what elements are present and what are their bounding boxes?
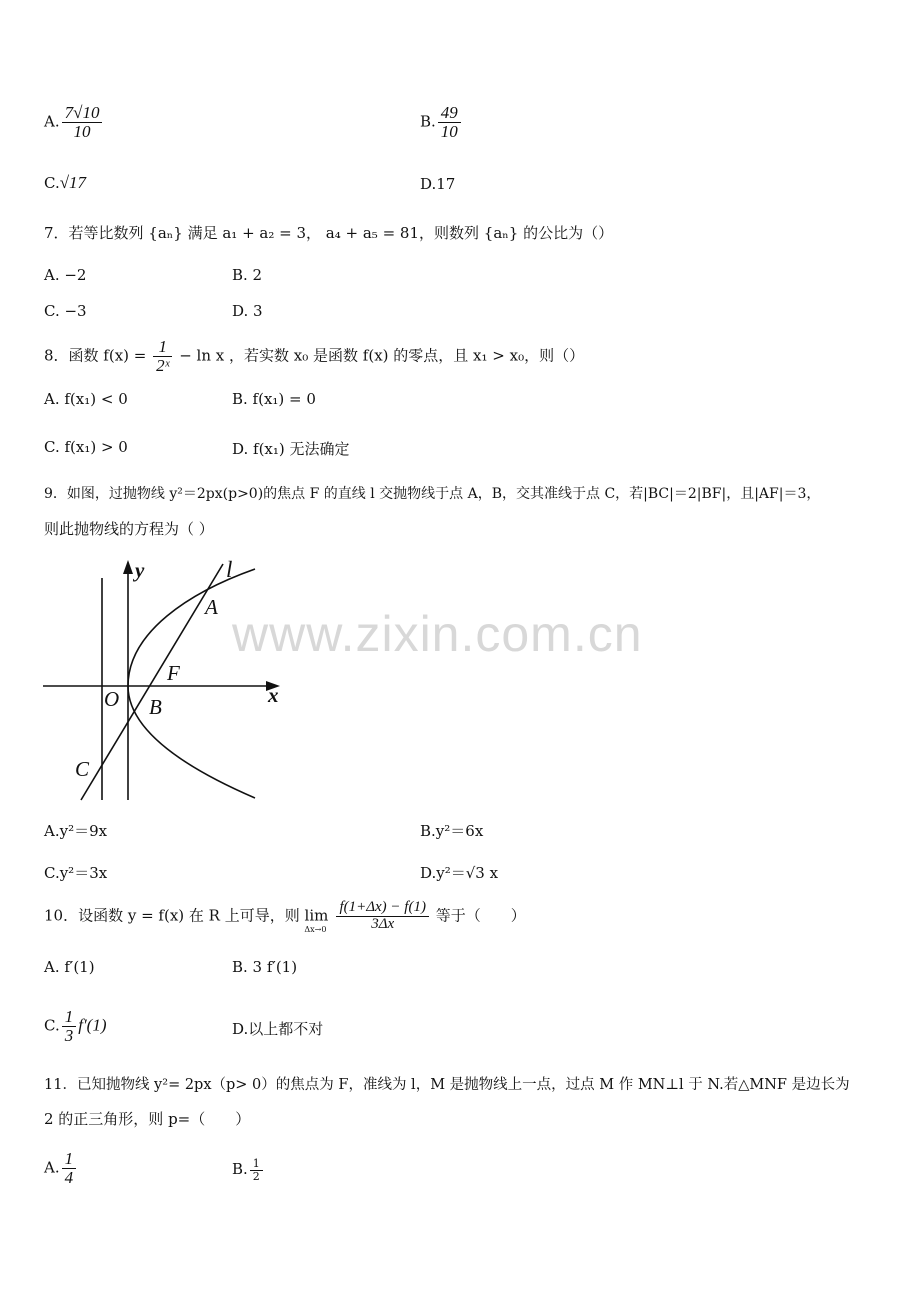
fraction-denominator: 3Δx bbox=[371, 915, 395, 932]
q6-option-d bbox=[420, 175, 455, 193]
fraction-numerator: f(1+Δx) − f(1) bbox=[336, 900, 429, 917]
option-value: 17 bbox=[436, 175, 456, 193]
q10-option-c-fraction bbox=[62, 1008, 77, 1045]
fraction-numerator: 7√10 bbox=[62, 104, 103, 123]
q11-option-a bbox=[44, 1150, 78, 1187]
option-label: A. bbox=[44, 1158, 60, 1177]
label-A: A bbox=[205, 595, 218, 619]
fraction-denominator: 2ˣ bbox=[156, 355, 170, 375]
fraction-numerator: 1 bbox=[62, 1150, 77, 1169]
label-l: l bbox=[226, 557, 233, 582]
q9-option-d: D.y²＝√3 x bbox=[420, 864, 499, 882]
q8-stem-suffix: − ln x ，若实数 x₀ 是函数 f(x) 的零点，且 x₁ > x₀，则（） bbox=[174, 346, 585, 365]
fraction-numerator: 1 bbox=[153, 338, 172, 357]
q7-option-d: D. 3 bbox=[232, 302, 263, 320]
label-C: C bbox=[75, 757, 90, 781]
q10-option-a: A. f′(1) bbox=[44, 958, 95, 976]
option-label: D. bbox=[420, 175, 437, 193]
option-label: C. bbox=[44, 1016, 60, 1035]
label-x: x bbox=[268, 683, 279, 707]
q8-option-b: B. f(x₁) = 0 bbox=[232, 390, 316, 408]
fraction-numerator: 1 bbox=[62, 1008, 77, 1027]
option-value: √17 bbox=[59, 173, 87, 192]
label-B: B bbox=[149, 695, 162, 719]
watermark-text: www.zixin.com.cn bbox=[232, 606, 643, 662]
option-label: A. bbox=[44, 112, 60, 131]
label-F: F bbox=[167, 661, 180, 685]
q11-stem-line1: 11．已知抛物线 y²= 2px（p> 0）的焦点为 F，准线为 l，M 是抛物线上一点，过点 M 作 MN⊥l 于 N.若△MNF 是边长为 bbox=[44, 1077, 850, 1093]
q10-stem-suffix: 等于（ ） bbox=[430, 906, 526, 925]
y-axis-arrow bbox=[123, 560, 133, 574]
q7-option-c: C. −3 bbox=[44, 302, 87, 320]
q10-limit-subscript: Δx→0 bbox=[304, 925, 327, 935]
q10-option-d: D.以上都不对 bbox=[232, 1020, 324, 1038]
q6-option-b-fraction bbox=[438, 104, 461, 141]
label-y: y bbox=[135, 558, 145, 582]
q8-stem-prefix: 8．函数 f(x) = bbox=[44, 346, 152, 365]
q10-stem bbox=[44, 900, 526, 934]
q9-stem-line1: 9．如图，过抛物线 y²＝2px(p>0)的焦点 F 的直线 l 交抛物线于点 A，B，交其准线于点 C，若|BC|＝2|BF|，且|AF|＝3， bbox=[44, 486, 821, 502]
parabola-curve bbox=[128, 569, 255, 798]
parabola-figure bbox=[40, 552, 290, 804]
q8-option-a: A. f(x₁) < 0 bbox=[44, 390, 128, 408]
fraction-denominator: 4 bbox=[64, 1167, 74, 1187]
fraction-denominator: 3 bbox=[64, 1025, 74, 1045]
q10-stem-fraction bbox=[336, 900, 429, 933]
q9-option-b: B.y²＝6x bbox=[420, 822, 484, 840]
q6-option-a bbox=[44, 104, 104, 141]
fraction-denominator: 2 bbox=[252, 1169, 260, 1183]
q10-option-b: B. 3 f′(1) bbox=[232, 958, 298, 976]
option-label: C. bbox=[44, 174, 60, 192]
q9-option-a: A.y²＝9x bbox=[44, 822, 108, 840]
q11-option-a-fraction bbox=[62, 1150, 77, 1187]
q6-option-a-fraction bbox=[62, 104, 103, 141]
q7-option-a: A. −2 bbox=[44, 266, 87, 284]
q7-stem: 7．若等比数列 {aₙ} 满足 a₁ + a₂ = 3， a₄ + a₅ = 81，则数列 {aₙ} 的公比为（） bbox=[44, 224, 614, 242]
q9-stem-line2: 则此抛物线的方程为（ ） bbox=[44, 520, 214, 538]
option-tail: f′(1) bbox=[78, 1015, 107, 1035]
q11-stem-line2: 2 的正三角形，则 p=（ ） bbox=[44, 1110, 251, 1128]
q8-stem-fraction bbox=[153, 338, 172, 375]
fraction-numerator: 1 bbox=[250, 1158, 263, 1171]
q11-option-b bbox=[232, 1158, 265, 1182]
option-label: B. bbox=[232, 1160, 248, 1179]
q10-option-c bbox=[44, 1008, 106, 1045]
option-label: B. bbox=[420, 112, 436, 131]
q8-option-c: C. f(x₁) > 0 bbox=[44, 438, 128, 456]
q8-stem bbox=[44, 338, 584, 375]
label-O: O bbox=[104, 687, 120, 711]
fraction-numerator: 49 bbox=[438, 104, 461, 123]
q6-option-c bbox=[44, 173, 86, 193]
q9-option-c: C.y²＝3x bbox=[44, 864, 108, 882]
q10-stem-prefix: 10．设函数 y = f(x) 在 R 上可导，则 lim bbox=[44, 906, 329, 925]
q8-option-d: D. f(x₁) 无法确定 bbox=[232, 440, 350, 458]
fraction-denominator: 10 bbox=[73, 121, 91, 141]
q6-option-b bbox=[420, 104, 463, 141]
q11-option-b-fraction bbox=[250, 1158, 263, 1182]
fraction-denominator: 10 bbox=[440, 121, 458, 141]
q7-option-b: B. 2 bbox=[232, 266, 263, 284]
